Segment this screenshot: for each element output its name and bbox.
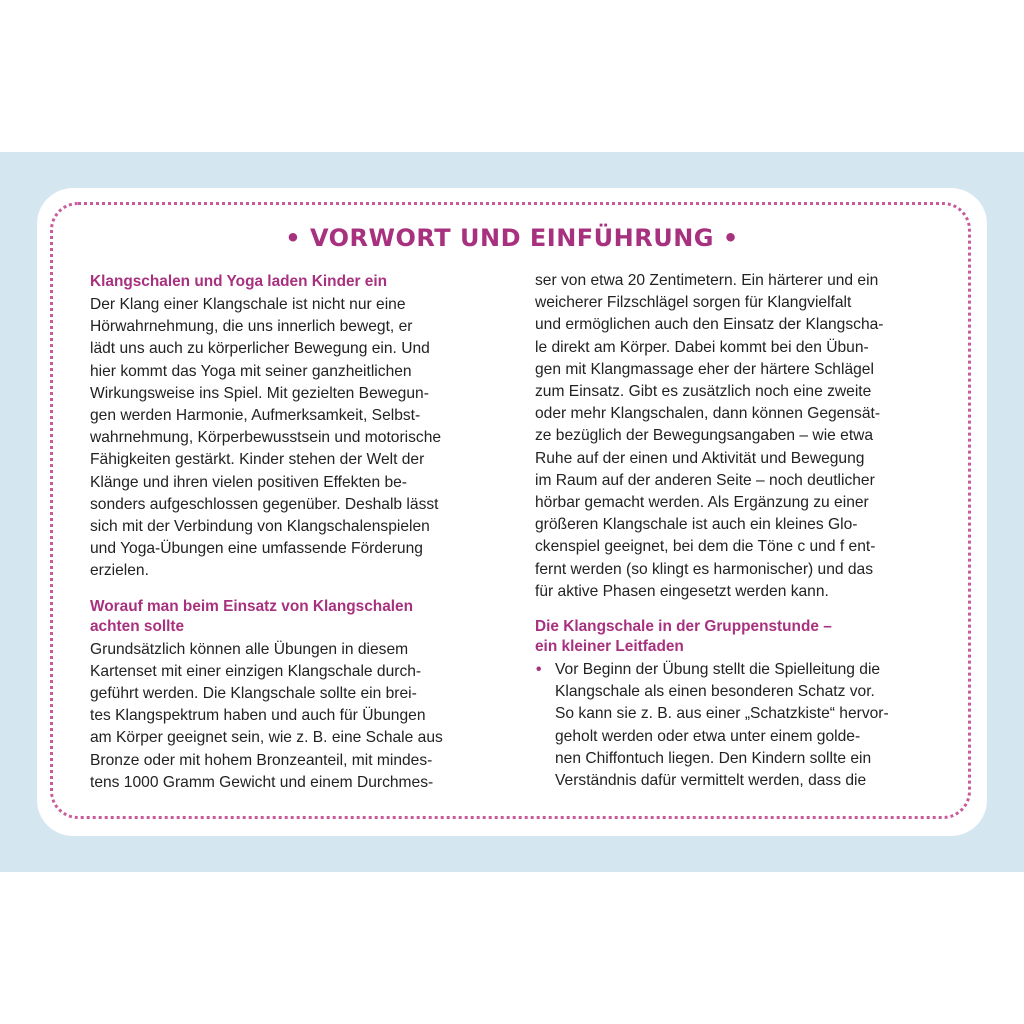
text-line: geführt werden. Die Klangschale sollte ein brei- <box>90 685 417 703</box>
text-line: hörbar gemacht werden. Als Ergänzung zu einer <box>535 494 869 512</box>
paragraph <box>90 294 494 583</box>
text-line: Fähigkeiten gestärkt. Kinder stehen der Welt der <box>90 451 425 469</box>
text-line: weicherer Filzschlägel sorgen für Klangvielfalt <box>535 294 852 312</box>
text-line: hier kommt das Yoga mit seiner ganzheitlichen <box>90 362 412 380</box>
text-line: und ermöglichen auch den Einsatz der Klangscha- <box>535 316 884 334</box>
text-line: ein kleiner Leitfaden <box>535 638 684 656</box>
text-line: Der Klang einer Klangschale ist nicht nur eine <box>90 296 406 313</box>
text-line: geholt werden oder etwa unter einem golde- <box>555 727 861 745</box>
text-line: Kartenset mit einer einzigen Klangschale durch- <box>90 662 422 680</box>
text-line: lädt uns auch zu körperlicher Bewegung ein. Und <box>90 340 430 358</box>
text-line: Bronze oder mit hohem Bronzeanteil, mit mindes- <box>90 751 433 769</box>
text-line: am Körper geeignet sein, wie z. B. eine Schale aus <box>90 729 443 747</box>
text-line: im Raum auf der anderen Seite – noch deutlicher <box>535 471 875 489</box>
section-heading: Klangschalen und Yoga laden Kinder ein <box>90 273 388 290</box>
paragraph <box>90 639 494 794</box>
bullet-icon: • <box>536 661 542 679</box>
text-line: sich mit der Verbindung von Klangschalenspielen <box>90 518 430 536</box>
text-line: Grundsätzlich können alle Übungen in diesem <box>90 640 409 658</box>
text-line: wahrnehmung, Körperbewusstsein und motorische <box>90 429 442 447</box>
text-line: Worauf man beim Einsatz von Klangschalen <box>90 597 413 615</box>
bullet-text <box>555 659 935 792</box>
text-line: erzielen. <box>90 562 149 580</box>
text-line: Verständnis dafür vermittelt werden, dass die <box>555 772 867 790</box>
text-line: tens 1000 Gramm Gewicht und einem Durchmes- <box>90 773 434 791</box>
right-column <box>535 270 935 792</box>
left-column <box>90 270 494 794</box>
text-line: Hörwahrnehmung, die uns innerlich bewegt, er <box>90 318 413 336</box>
page-title: • VORWORT UND EINFÜHRUNG • <box>285 224 739 252</box>
text-line: sonders aufgeschlossen gegenüber. Deshalb lässt <box>90 495 439 513</box>
text-line: ser von etwa 20 Zentimetern. Ein härterer und ein <box>535 272 879 289</box>
paragraph <box>535 270 935 603</box>
text-line: Die Klangschale in der Gruppenstunde – <box>535 618 832 636</box>
text-line: tes Klangspektrum haben und auch für Übungen <box>90 707 426 725</box>
bullet-item <box>535 659 935 792</box>
text-line: Klänge und ihren vielen positiven Effekten be- <box>90 473 407 491</box>
text-line: für aktive Phasen eingesetzt werden kann. <box>535 582 829 600</box>
text-line: achten sollte <box>90 617 185 635</box>
text-line: Klangschale als einen besonderen Schatz vor. <box>555 683 875 701</box>
text-line: oder mehr Klangschalen, dann können Gegensät- <box>535 405 881 423</box>
text-line: zum Einsatz. Gibt es zusätzlich noch eine zweite <box>535 383 872 401</box>
text-line: gen werden Harmonie, Aufmerksamkeit, Selbst- <box>90 407 421 425</box>
text-line: Wirkungsweise ins Spiel. Mit gezielten Bewegun- <box>90 384 429 402</box>
text-line: gen mit Klangmassage eher der härtere Schlägel <box>535 360 874 378</box>
text-line: größeren Klangschale ist auch ein kleines Glo- <box>535 516 858 534</box>
text-line: ckenspiel geeignet, bei dem die Töne c und f ent- <box>535 538 876 556</box>
text-line: Vor Beginn der Übung stellt die Spielleitung die <box>555 661 881 679</box>
text-line: Ruhe auf der einen und Aktivität und Bewegung <box>535 449 865 467</box>
text-line: fernt werden (so klingt es harmonischer) und das <box>535 560 874 578</box>
text-line: nen Chiffontuch liegen. Den Kindern sollte ein <box>555 749 872 767</box>
section-heading <box>90 597 494 637</box>
text-line: le direkt am Körper. Dabei kommt bei den Übun- <box>535 338 869 356</box>
section-heading <box>535 617 935 657</box>
text-line: So kann sie z. B. aus einer „Schatzkiste“ hervor- <box>555 705 889 723</box>
text-line: und Yoga-Übungen eine umfassende Förderung <box>90 540 423 558</box>
text-line: ze bezüglich der Bewegungsangaben – wie etwa <box>535 427 874 445</box>
